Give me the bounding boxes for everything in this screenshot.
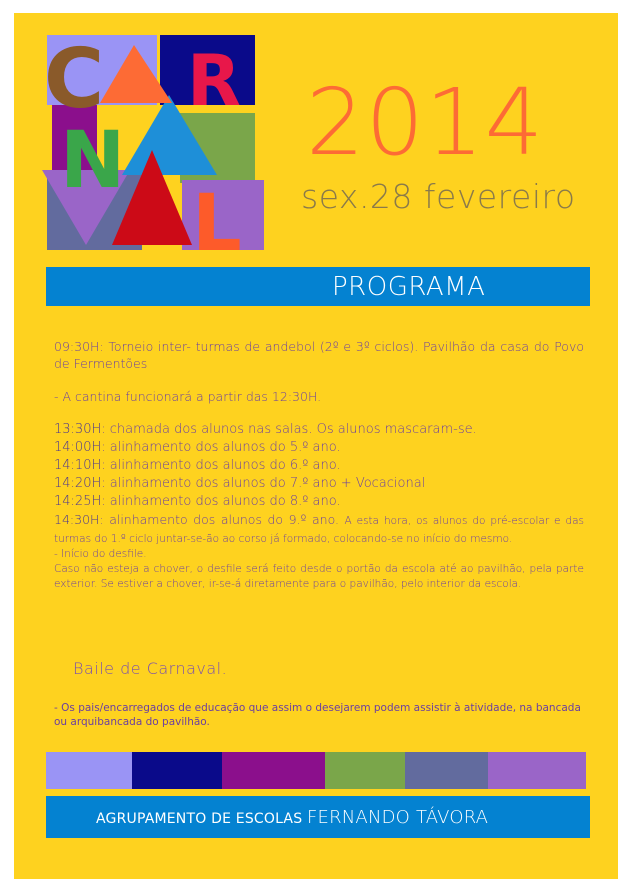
- pais-note: - Os pais/encarregados de educação que assim o desejarem podem assistir à atividade, na bancada ou arquibancada do pavilhão.: [54, 702, 581, 728]
- schedule-text: : alinhamento dos alunos do 9.º ano.: [99, 512, 339, 527]
- logo-letter-n: N: [60, 116, 126, 206]
- schedule-item: [54, 439, 584, 457]
- carnaval-logo: [42, 35, 267, 257]
- schedule-time: 14:30H: [54, 512, 100, 527]
- footer-prefix: AGRUPAMENTO DE ESCOLAS: [96, 811, 307, 827]
- schedule-desfile: - Início do desfile.: [54, 548, 147, 560]
- schedule-text: : alinhamento dos alunos do 5.º ano.: [101, 440, 341, 455]
- poster: [14, 13, 618, 879]
- logo-letter-r: R: [187, 40, 241, 122]
- color-stripe: [325, 752, 405, 789]
- footer-banner: [46, 796, 590, 838]
- schedule-item: [54, 475, 584, 493]
- schedule-text: : alinhamento dos alunos do 6.º ano.: [101, 458, 341, 473]
- schedule-cantina: - A cantina funcionará a partir das 12:30H.: [54, 389, 322, 404]
- schedule-chuva: Caso não esteja a chover, o desfile será feito desde o portão da escola até ao pavilhão, pela parte exterior. Se estiver a chover, ir-se-á diretamente para o pavilhão, pelo interior da escola.: [54, 563, 584, 590]
- color-stripe: [405, 752, 488, 789]
- schedule: [54, 338, 584, 592]
- schedule-time: 13:30H: [54, 422, 102, 437]
- schedule-text: : alinhamento dos alunos do 7.º ano + Vocacional: [101, 476, 426, 491]
- schedule-text: : chamada dos alunos nas salas. Os alunos mascaram-se.: [101, 422, 477, 437]
- logo-letter-l: L: [192, 179, 242, 257]
- schedule-item: [54, 511, 584, 547]
- schedule-item: [54, 421, 584, 439]
- schedule-last-small: A esta hora, os alunos do pré-escolar e das turmas do 1.º ciclo juntar-se-ão ao corso já formado, colocando-se no início do mesmo.: [54, 515, 584, 545]
- programa-title: PROGRAMA: [332, 272, 486, 302]
- schedule-item: [54, 457, 584, 475]
- color-stripe: [488, 752, 586, 789]
- schedule-item: [54, 493, 584, 511]
- logo-letter-c: C: [44, 35, 105, 127]
- schedule-time: 14:10H: [54, 458, 102, 473]
- footer-school-name: FERNANDO TÁVORA: [306, 807, 489, 828]
- color-stripe: [46, 752, 132, 789]
- color-stripes: [46, 752, 586, 789]
- schedule-time: 14:25H: [54, 494, 102, 509]
- programa-banner: [46, 267, 590, 306]
- color-stripe: [132, 752, 222, 789]
- schedule-first: 09:30H: Torneio inter- turmas de andebol (2º e 3º ciclos). Pavilhão da casa do Povo de Fermentões: [54, 339, 584, 371]
- schedule-time: 14:20H: [54, 476, 102, 491]
- event-year: 2014: [306, 69, 545, 176]
- baile-title: Baile de Carnaval.: [73, 659, 228, 678]
- footer-text: [96, 807, 488, 828]
- color-stripe: [222, 752, 325, 789]
- schedule-text: : alinhamento dos alunos do 8.º ano.: [101, 494, 341, 509]
- event-date: sex.28 fevereiro: [301, 177, 576, 216]
- schedule-time: 14:00H: [54, 440, 102, 455]
- schedule-items: [54, 421, 584, 511]
